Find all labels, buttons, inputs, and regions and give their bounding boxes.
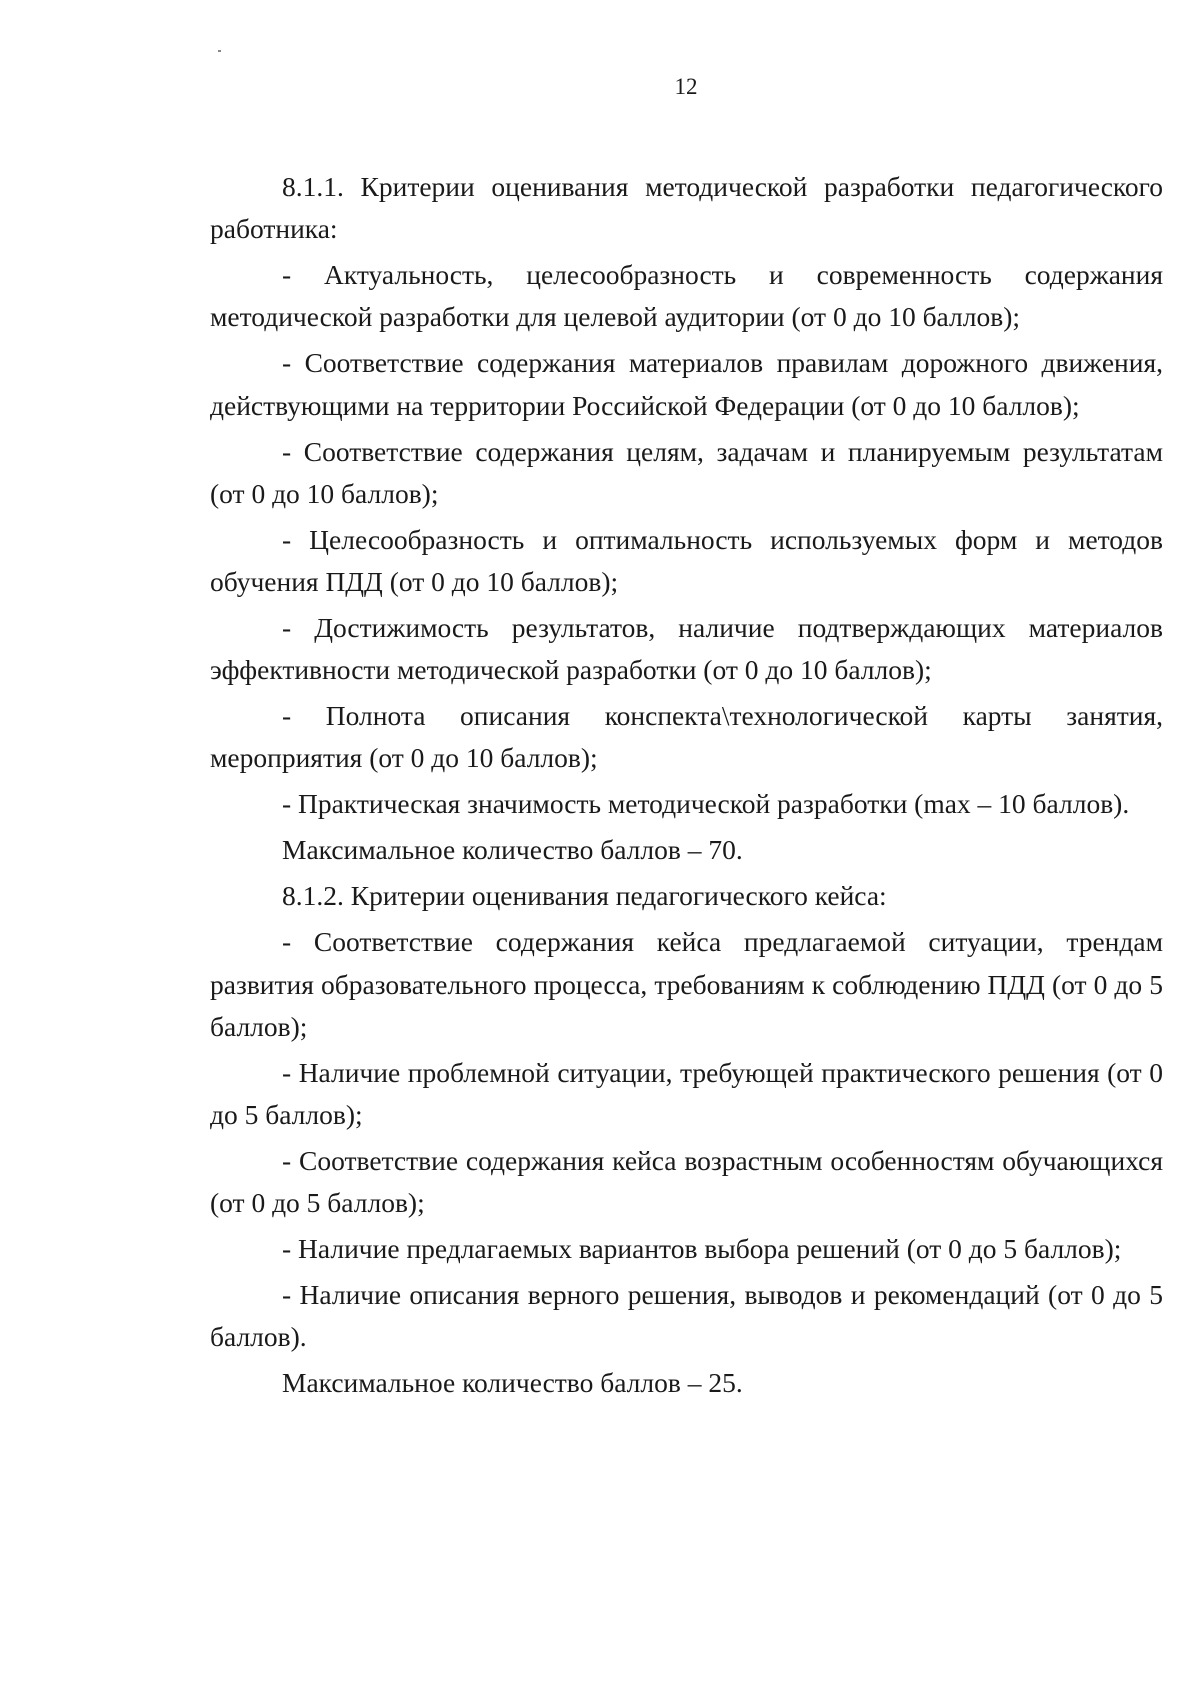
criterion-completeness: - Полнота описания конспекта\технологической карты занятия, мероприятия (от 0 до 10 баллов); bbox=[210, 700, 1163, 774]
criterion-traffic-rules: - Соответствие содержания материалов правилам дорожного движения, действующими на территории Российской Федерации (от 0 до 10 баллов); bbox=[210, 347, 1163, 421]
case-criterion-age: - Соответствие содержания кейса возрастным особенностям обучающихся (от 0 до 5 баллов); bbox=[210, 1145, 1163, 1219]
section-heading-8-1-2: 8.1.2. Критерии оценивания педагогического кейса: bbox=[282, 880, 887, 912]
criterion-achievability: - Достижимость результатов, наличие подтверждающих материалов эффективности методической разработки (от 0 до 10 баллов); bbox=[210, 612, 1163, 686]
case-criterion-solution: - Наличие описания верного решения, выводов и рекомендаций (от 0 до 5 баллов). bbox=[210, 1279, 1163, 1353]
max-score-70: Максимальное количество баллов – 70. bbox=[282, 834, 743, 866]
case-criterion-content: - Соответствие содержания кейса предлагаемой ситуации, трендам развития образовательного процесса, требованиям к соблюдению ПДД (от 0 до 5 баллов); bbox=[210, 926, 1163, 1042]
criterion-forms-methods: - Целесообразность и оптимальность используемых форм и методов обучения ПДД (от 0 до 10 баллов); bbox=[210, 523, 1163, 598]
criterion-goals: - Соответствие содержания целям, задачам и планируемым результатам (от 0 до 10 баллов); bbox=[210, 435, 1163, 509]
criterion-relevance: - Актуальность, целесообразность и современность содержания методической разработки для целевой аудитории (от 0 до 10 баллов); bbox=[210, 259, 1163, 333]
document-body bbox=[210, 166, 1163, 1408]
section-heading-8-1-1: 8.1.1. Критерии оценивания методической разработки педагогического работника: bbox=[210, 171, 1163, 245]
criterion-practical-significance: - Практическая значимость методической разработки (max – 10 баллов). bbox=[282, 788, 1130, 820]
max-score-25: Максимальное количество баллов – 25. bbox=[282, 1367, 743, 1399]
scan-speck bbox=[218, 50, 221, 52]
page-number: 12 bbox=[674, 74, 698, 99]
case-criterion-problem: - Наличие проблемной ситуации, требующей практического решения (от 0 до 5 баллов); bbox=[210, 1056, 1163, 1131]
case-criterion-options: - Наличие предлагаемых вариантов выбора решений (от 0 до 5 баллов); bbox=[282, 1233, 1122, 1265]
